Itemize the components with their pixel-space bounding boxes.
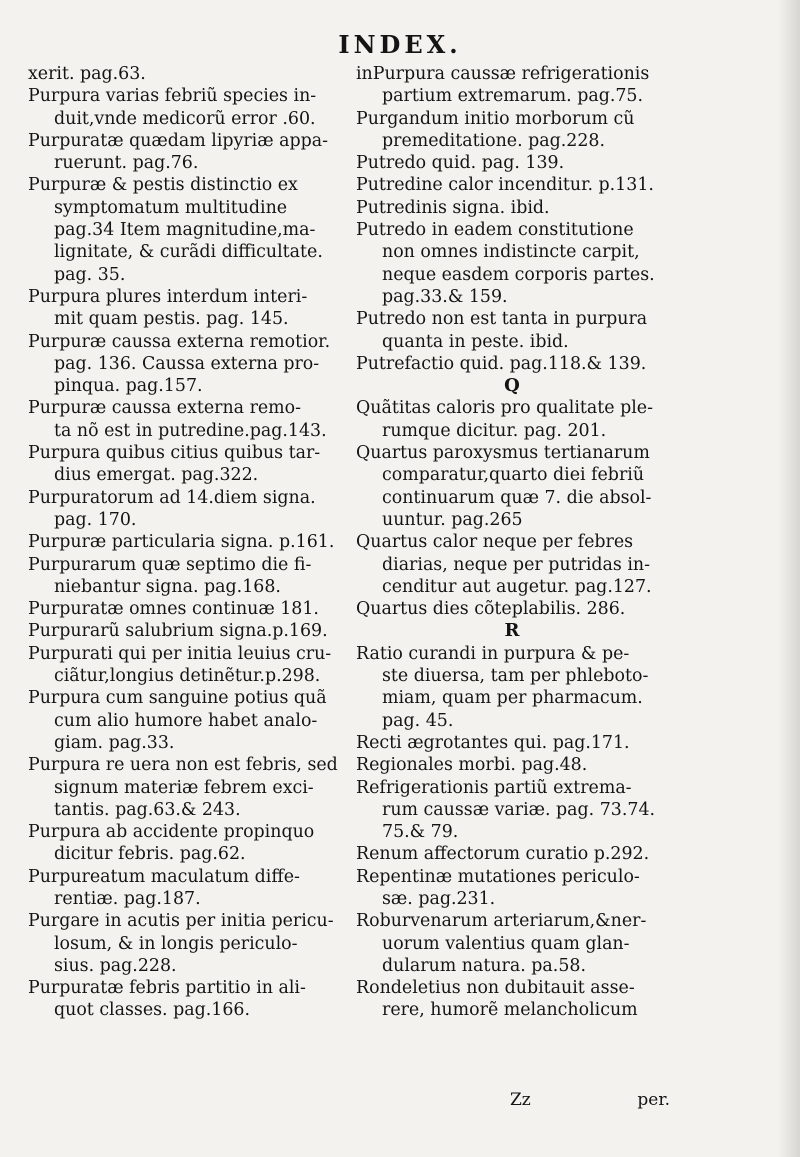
entry-continuation-line: uorum valentius quam glan- — [382, 933, 630, 954]
entry-heading-line: Purpuratæ quædam lipyriæ appa- — [28, 130, 328, 151]
index-entry — [28, 286, 353, 331]
entry-continuation-line: pag. 170. — [54, 509, 137, 530]
index-entry — [356, 732, 668, 754]
entry-continuation-line: non omnes indistincte carpit, — [382, 242, 640, 263]
entry-continuation-line: rere, humorẽ melancholicum — [382, 1000, 638, 1021]
entry-continuation-line: neque easdem corporis partes. — [382, 264, 655, 285]
entry-heading-line: Repentinæ mutationes periculo- — [356, 866, 640, 887]
entry-continuation-line: giam. pag.33. — [54, 732, 175, 753]
entry-heading-line: Purpura quibus citius quibus tar- — [28, 443, 321, 464]
entry-heading-line: Purpuræ particularia signa. p.161. — [28, 532, 335, 553]
index-entry — [356, 643, 668, 732]
entry-continuation-line: ciãtur,longius detinẽtur.p.298. — [54, 666, 321, 687]
entry-heading-line: xerit. pag.63. — [28, 64, 146, 84]
entry-heading-line: Recti ægrotantes qui. pag.171. — [356, 732, 630, 753]
entry-heading-line: Ratio curandi in purpura & pe- — [356, 643, 630, 664]
index-entry — [28, 687, 353, 754]
entry-continuation-line: premeditatione. pag.228. — [382, 130, 606, 151]
index-entry — [28, 598, 353, 620]
entry-heading-line: Purpuratæ febris partitio in ali- — [28, 978, 306, 999]
catchword-line — [510, 1090, 670, 1110]
entry-continuation-line: pag. 35. — [54, 264, 126, 285]
index-entry — [28, 620, 353, 642]
section-letter: Q — [504, 375, 520, 397]
entry-continuation-line: diarias, neque per putridas in- — [382, 554, 650, 575]
entry-continuation-line: cenditur aut augetur. pag.127. — [382, 576, 652, 597]
index-entry — [356, 308, 668, 353]
index-entry — [356, 152, 668, 174]
index-entry — [356, 754, 668, 776]
index-entry — [356, 108, 668, 153]
index-entry — [28, 754, 353, 821]
entry-continuation-line: losum, & in longis periculo- — [54, 933, 298, 954]
entry-continuation-line: tantis. pag.63.& 243. — [54, 799, 241, 820]
entry-heading-line: Quãtitas caloris pro qualitate ple- — [356, 398, 653, 419]
index-entry — [28, 130, 353, 175]
index-entry — [28, 821, 353, 866]
entry-continuation-line: miam, quam per pharmacum. — [382, 688, 643, 709]
index-entry — [356, 910, 668, 977]
entry-continuation-line: niebantur signa. pag.168. — [54, 576, 281, 597]
entry-continuation-line: cum alio humore habet analo- — [54, 710, 318, 731]
entry-heading-line: Putredo quid. pag. 139. — [356, 153, 565, 174]
entry-continuation-line: sius. pag.228. — [54, 955, 177, 976]
entry-continuation-line: ta nõ est in putredine.pag.143. — [54, 420, 327, 441]
entry-heading-line: Quartus paroxysmus tertianarum — [356, 443, 650, 464]
entry-heading-line: Purpura ab accidente propinquo — [28, 822, 315, 843]
entry-continuation-line: mit quam pestis. pag. 145. — [54, 309, 289, 330]
entry-heading-line: Purpureatum maculatum diffe- — [28, 866, 300, 887]
entry-continuation-line: 75.& 79. — [382, 822, 459, 843]
section-letter: R — [504, 620, 520, 642]
entry-continuation-line: quanta in peste. ibid. — [382, 331, 569, 352]
page-title: INDEX. — [338, 30, 462, 59]
page-spine-shadow — [778, 0, 800, 1157]
entry-continuation-line: pag. 45. — [382, 710, 454, 731]
entry-heading-line: Purpuræ caussa externa remotior. — [28, 331, 331, 352]
entry-heading-line: Roburvenarum arteriarum,&ner- — [356, 911, 647, 932]
index-entry — [356, 866, 668, 911]
index-entry — [356, 174, 668, 196]
index-entry — [356, 353, 668, 375]
entry-continuation-line: symptomatum multitudine — [54, 197, 288, 218]
entry-continuation-line: pag. 136. Caussa externa pro- — [54, 353, 320, 374]
index-entry — [356, 843, 668, 865]
entry-continuation-line: partium extremarum. pag.75. — [382, 86, 644, 107]
index-entry — [28, 174, 353, 285]
index-entry — [28, 397, 353, 442]
entry-continuation-line: signum materiæ febrem exci- — [54, 777, 314, 798]
entry-continuation-line: comparatur,quarto diei febriũ — [382, 465, 645, 486]
index-entry — [28, 487, 353, 532]
entry-heading-line: Regionales morbi. pag.48. — [356, 755, 588, 776]
entry-continuation-line: rentiæ. pag.187. — [54, 888, 201, 909]
entry-heading-line: Purpuræ caussa externa remo- — [28, 398, 302, 419]
entry-continuation-line: ste diuersa, tam per phleboto- — [382, 666, 649, 687]
gathering-signature: Zz — [510, 1090, 531, 1110]
index-entry — [356, 598, 668, 620]
entry-heading-line: Purpura cum sanguine potius quã — [28, 688, 327, 709]
entry-continuation-line: dicitur febris. pag.62. — [54, 844, 246, 865]
catchword: per. — [637, 1090, 670, 1110]
index-entry — [356, 219, 668, 308]
index-entry — [28, 531, 353, 553]
index-entry — [28, 910, 353, 977]
entry-continuation-line: sæ. pag.231. — [382, 888, 496, 909]
entry-heading-line: inPurpura caussæ refrigerationis — [356, 64, 650, 84]
entry-heading-line: Purpuræ & pestis distinctio ex — [28, 175, 298, 196]
entry-heading-line: Purpuratorum ad 14.diem signa. — [28, 487, 316, 508]
entry-heading-line: Putredine calor incenditur. p.131. — [356, 175, 654, 196]
entry-continuation-line: lignitate, & curãdi difficultate. — [54, 242, 323, 263]
index-entry — [28, 866, 353, 911]
index-entry — [356, 197, 668, 219]
index-entry — [28, 442, 353, 487]
entry-heading-line: Purpura re uera non est febris, sed — [28, 755, 338, 776]
entry-heading-line: Putrefactio quid. pag.118.& 139. — [356, 353, 647, 374]
entry-heading-line: Purpura varias febriũ species in- — [28, 86, 317, 107]
index-entry — [356, 531, 668, 598]
index-entry — [356, 397, 668, 442]
entry-continuation-line: dius emergat. pag.322. — [54, 465, 259, 486]
entry-heading-line: Putredo non est tanta in purpura — [356, 309, 648, 330]
entry-continuation-line: duit,vnde medicorũ error .60. — [54, 108, 316, 129]
entry-heading-line: Refrigerationis partiũ extrema- — [356, 777, 632, 798]
entry-continuation-line: pag.33.& 159. — [382, 286, 508, 307]
index-entry — [28, 85, 353, 130]
index-entry — [28, 331, 353, 398]
index-column-left — [28, 63, 353, 1022]
entry-heading-line: Purpuratæ omnes continuæ 181. — [28, 599, 319, 620]
entry-heading-line: Rondeletius non dubitauit asse- — [356, 978, 635, 999]
index-entry — [28, 554, 353, 599]
index-entry — [356, 977, 668, 1022]
entry-heading-line: Purgare in acutis per initia pericu- — [28, 911, 334, 932]
index-entry — [28, 643, 353, 688]
entry-heading-line: Quartus calor neque per febres — [356, 532, 634, 553]
index-entry — [28, 977, 353, 1022]
entry-continuation-line: quot classes. pag.166. — [54, 1000, 250, 1021]
entry-continuation-line: pag.34 Item magnitudine,ma- — [54, 220, 316, 241]
entry-heading-line: Putredo in eadem constitutione — [356, 220, 634, 241]
entry-continuation-line: rum caussæ variæ. pag. 73.74. — [382, 799, 656, 820]
entry-heading-line: Purpurati qui per initia leuius cru- — [28, 643, 332, 664]
entry-heading-line: Purpurarũ salubrium signa.p.169. — [28, 621, 328, 642]
entry-heading-line: Quartus dies cõteplabilis. 286. — [356, 599, 626, 620]
entry-heading-line: Purpura plures interdum interi- — [28, 286, 308, 307]
entry-continuation-line: continuarum quæ 7. die absol- — [382, 487, 652, 508]
entry-heading-line: Purgandum initio morborum cũ — [356, 108, 635, 129]
index-entry — [356, 442, 668, 531]
entry-heading-line: Putredinis signa. ibid. — [356, 197, 550, 218]
index-column-right — [356, 63, 668, 1022]
entry-continuation-line: ruerunt. pag.76. — [54, 153, 199, 174]
entry-continuation-line: uuntur. pag.265 — [382, 509, 523, 530]
entry-heading-line: Purpurarum quæ septimo die fi- — [28, 554, 312, 575]
index-entry — [356, 777, 668, 844]
entry-continuation-line: dularum natura. pa.58. — [382, 955, 586, 976]
entry-continuation-line: rumque dicitur. pag. 201. — [382, 420, 607, 441]
entry-heading-line: Renum affectorum curatio p.292. — [356, 844, 650, 865]
entry-continuation-line: pinqua. pag.157. — [54, 376, 203, 397]
index-entry — [356, 63, 668, 108]
index-entry — [28, 63, 353, 85]
